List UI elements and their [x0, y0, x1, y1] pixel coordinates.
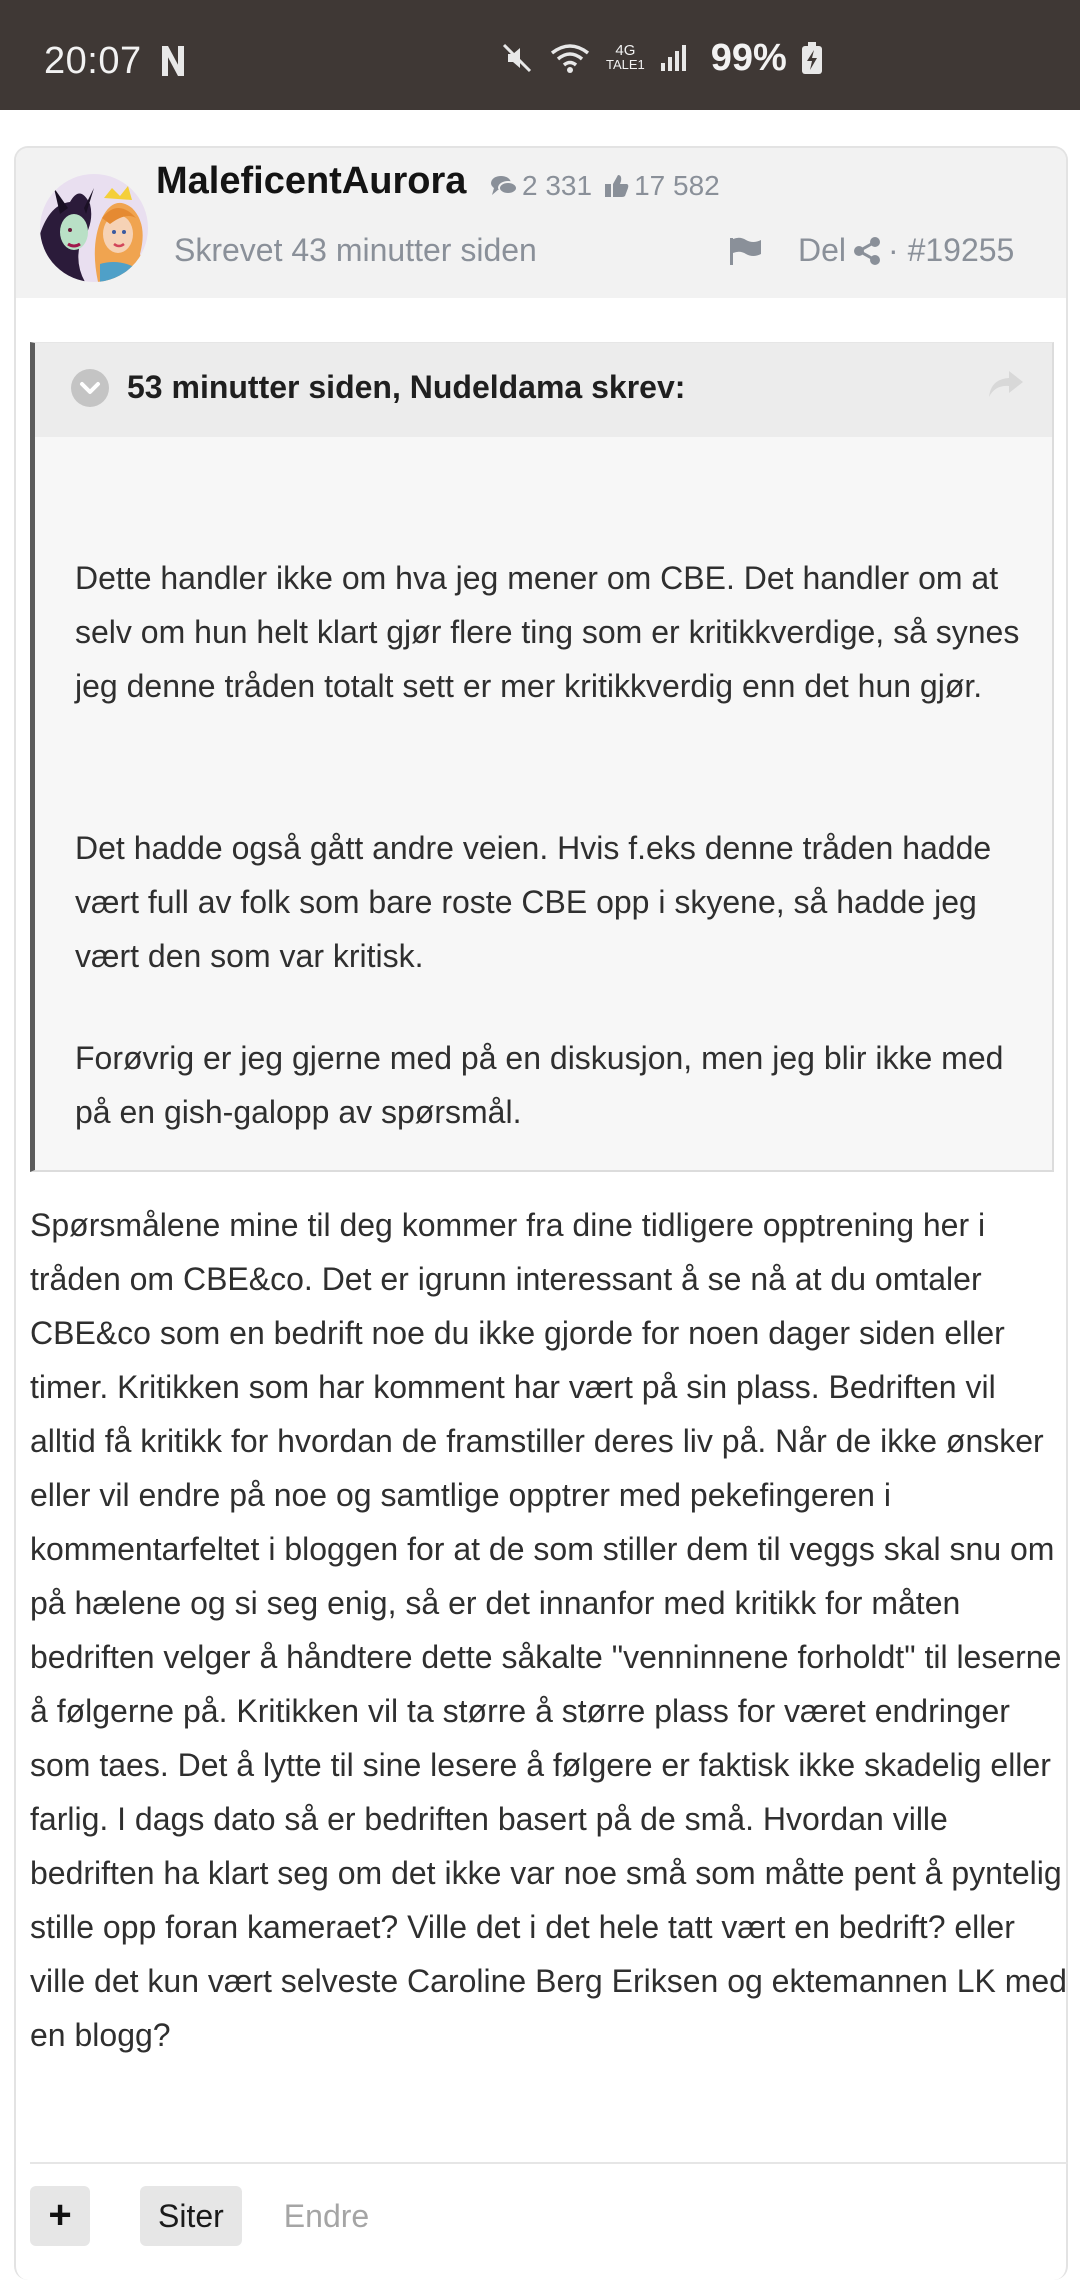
flag-icon[interactable] [728, 236, 764, 266]
lte-indicator [606, 44, 645, 72]
avatar-image [40, 174, 148, 282]
username[interactable]: MaleficentAurora [156, 160, 467, 202]
wifi-icon [548, 41, 592, 75]
quote-header [35, 343, 1052, 437]
quote-block [30, 342, 1054, 1172]
thumbs-up-icon [604, 173, 630, 199]
post-header [16, 148, 1066, 298]
post-card [14, 146, 1068, 2280]
status-time: 20:07 [44, 40, 142, 82]
posts-stat [490, 170, 592, 202]
post-number[interactable]: · #19255 [888, 232, 1015, 268]
share-icon [852, 236, 882, 266]
multiquote-button[interactable]: + [30, 2186, 90, 2246]
user-stats [490, 170, 726, 202]
post-timestamp: Skrevet 43 minutter siden [174, 232, 537, 268]
mute-icon [500, 41, 534, 75]
chevron-down-icon[interactable] [71, 369, 109, 407]
avatar[interactable] [40, 174, 148, 282]
signal-icon [659, 43, 687, 73]
likes-count: 17 582 [634, 170, 720, 201]
reply-arrow-icon[interactable] [985, 367, 1025, 401]
lte-sublabel: TALE1 [606, 57, 645, 72]
divider [30, 2162, 1068, 2164]
quote-author: 53 minutter siden, Nudeldama skrev: [127, 369, 686, 405]
edit-button[interactable]: Endre [283, 2198, 370, 2234]
posts-count: 2 331 [522, 170, 593, 201]
comments-icon [490, 174, 518, 198]
network-n-icon [160, 44, 186, 78]
quote-paragraph: Det hadde også gått andre veien. Hvis f.eks denne tråden hadde vært full av folk som bare roste CBE opp i skyene, så hadde jeg vært den som var kritisk. [75, 830, 992, 974]
share-label: Del [798, 232, 847, 268]
status-icons [500, 36, 823, 80]
battery-charging-icon [801, 41, 823, 75]
lte-label: 4G [615, 42, 636, 59]
quote-paragraph: Forøvrig er jeg gjerne med på en diskusjon, men jeg blir ikke med på en gish-galopp av spørsmål. [75, 1040, 1004, 1130]
quote-paragraph: Dette handler ikke om hva jeg mener om CBE. Det handler om at selv om hun helt klart gjør flere ting som er kritikkverdige, så synes jeg denne tråden totalt sett er mer kritikkverdig enn det hun gjør. [75, 560, 1020, 704]
post-actions [30, 2184, 369, 2248]
likes-stat [604, 170, 720, 202]
post-body: Spørsmålene mine til deg kommer fra dine tidligere opptrening her i tråden om CBE&co. Det er igrunn interessant å se nå at du omtaler CBE&co som en bedrift noe du ikke gjorde for noen dager siden eller timer. Kritikken som har komment har vært på sin plass. Bedriften vil alltid få kritikk for hvordan de framstiller deres liv på. Når de ikke ønsker eller vil endre på noe og samtlige opptrer med pekefingeren i kommentarfeltet i bloggen for at de som stiller dem til veggs skal snu om på hælene og si seg enig, så er det innanfor med kritikk for måten bedriften velger å håndtere dette såkalte "venninnene forholdt" til leserne å følgerne på. Kritikken vil ta større å større plass for været endringer som taes. Det å lytte til sine lesere å følgere er faktisk ikke skadelig eller farlig. I dags dato så er bedriften basert på de små. Hvordan ville bedriften ha klart seg om det ikke var noe små som måtte pent å pyntelig stille opp foran kameraet? Ville det i det hele tatt vært en bedrift? eller ville det kun vært selveste Caroline Berg Eriksen og ektemannen LK med en blogg? [30, 1207, 1067, 2053]
quote-button[interactable]: Siter [140, 2186, 242, 2246]
share-link[interactable] [798, 232, 1014, 269]
status-bar [0, 0, 1080, 110]
battery-percent: 99% [710, 36, 787, 79]
